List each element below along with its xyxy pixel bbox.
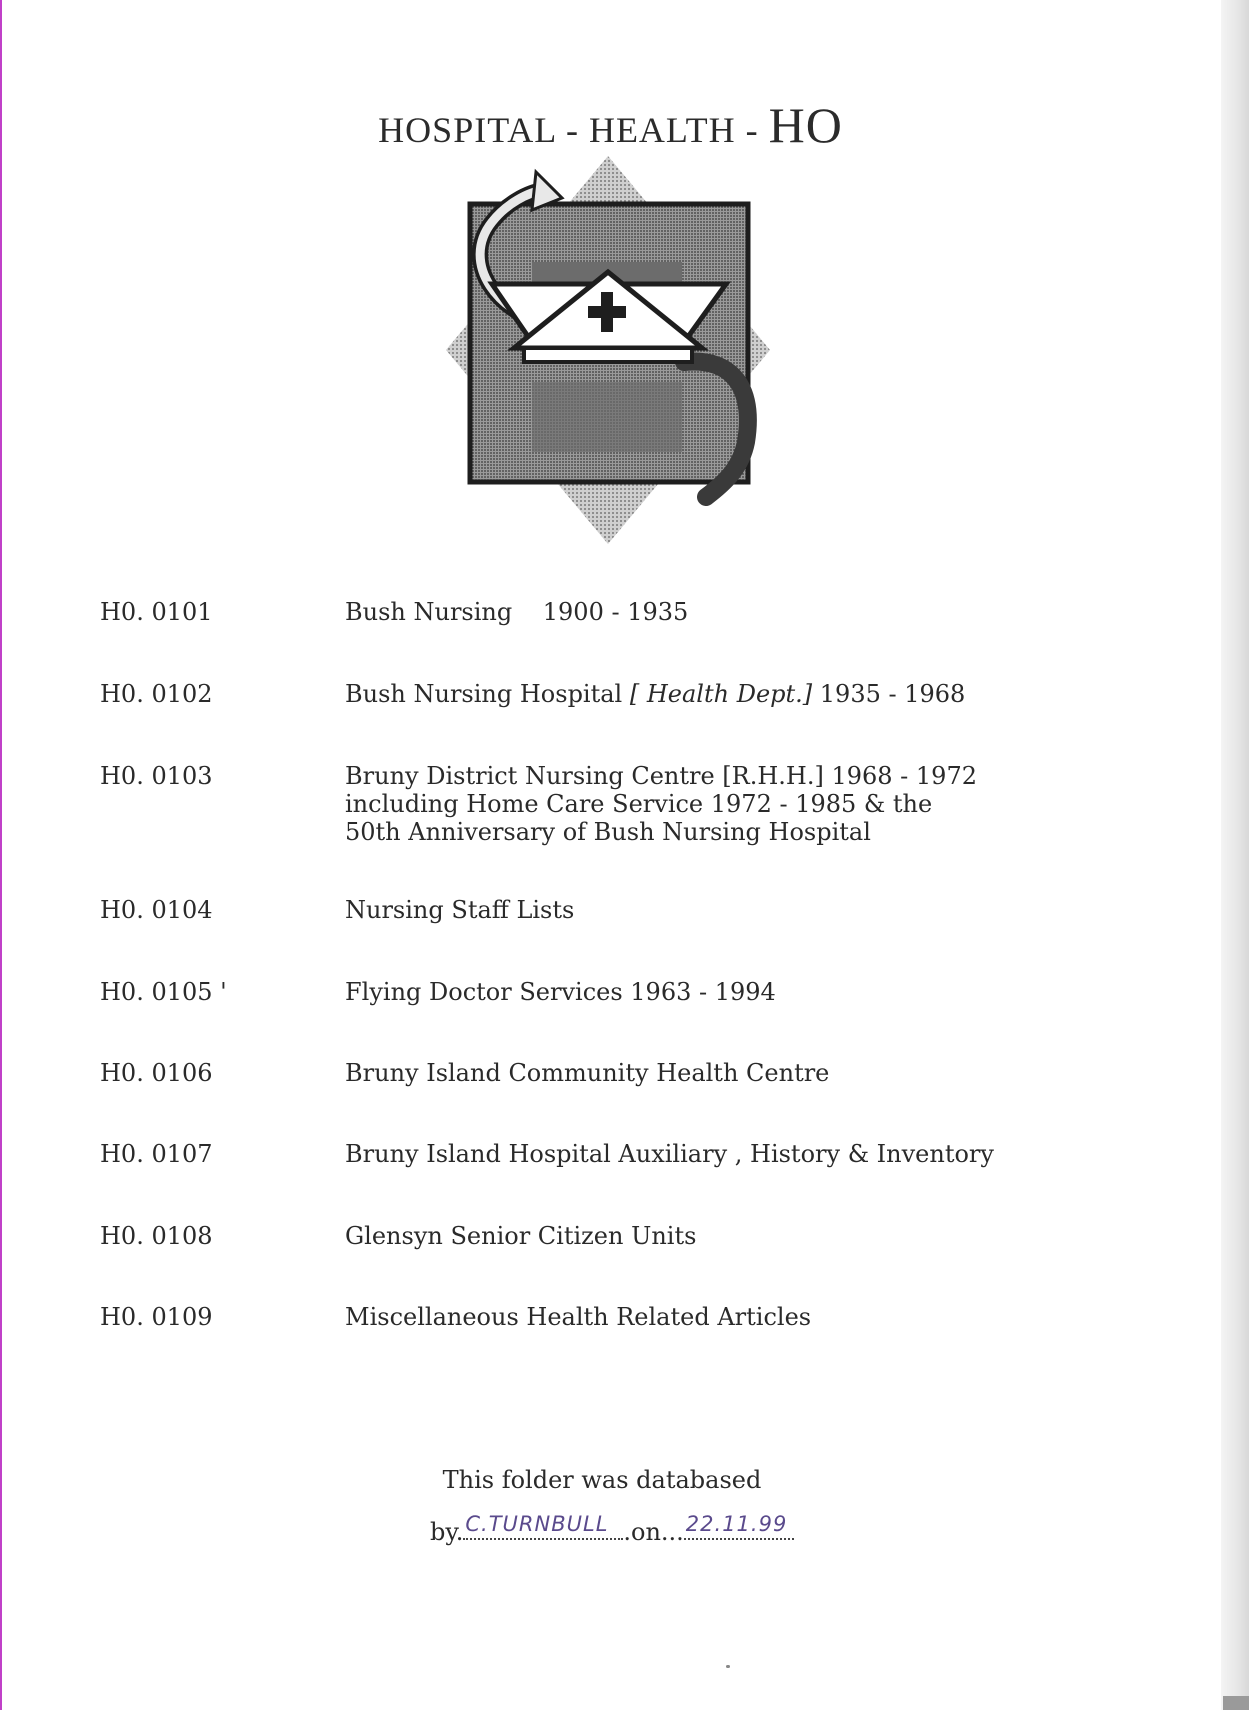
entry-desc-line: 50th Anniversary of Bush Nursing Hospital [345, 818, 871, 846]
footer-signoff [430, 1512, 794, 1546]
footer-statement: This folder was databased [442, 1466, 762, 1494]
on-field [684, 1512, 794, 1540]
entry-code: H0. 0108 [100, 1222, 213, 1250]
nursing-cap-cross-icon [436, 152, 776, 552]
title-code: HO [768, 97, 843, 153]
entry-code: H0. 0102 [100, 680, 213, 708]
entry-desc-b: 1935 - 1968 [812, 680, 966, 708]
page-corner-shadow [1223, 1696, 1249, 1710]
entry-code: H0. 0106 [100, 1059, 213, 1087]
page-right-edge [1221, 0, 1249, 1710]
entry-desc [345, 762, 1105, 846]
on-handwriting: 22.11.99 [685, 1512, 788, 1536]
entry-desc [345, 680, 1105, 708]
entry-code: H0. 0104 [100, 896, 213, 924]
entry-desc: Nursing Staff Lists [345, 896, 575, 924]
entry-code: H0. 0107 [100, 1140, 213, 1168]
by-field [463, 1512, 623, 1540]
entry-desc: Bruny Island Hospital Auxiliary , History & Inventory [345, 1140, 994, 1168]
entry-code: H0. 0103 [100, 762, 213, 790]
logo-cross-h [588, 306, 626, 318]
by-label: by. [430, 1518, 464, 1546]
entry-desc-italic: [ Health Dept.] [629, 680, 813, 708]
entry-desc: Flying Doctor Services 1963 - 1994 [345, 978, 776, 1006]
title-main: HOSPITAL - HEALTH - [378, 110, 769, 150]
entry-desc: Glensyn Senior Citizen Units [345, 1222, 697, 1250]
entry-desc-a: Bush Nursing Hospital [345, 680, 630, 708]
entry-desc-line: Bruny District Nursing Centre [R.H.H.] 1968 - 1972 [345, 762, 977, 790]
scan-speck [726, 1665, 730, 1668]
entry-code: H0. 0109 [100, 1303, 213, 1331]
by-handwriting: C.TURNBULL [465, 1512, 609, 1536]
entry-desc: Bruny Island Community Health Centre [345, 1059, 830, 1087]
entry-desc: Bush Nursing 1900 - 1935 [345, 598, 689, 626]
entry-desc: Miscellaneous Health Related Articles [345, 1303, 812, 1331]
page-left-edge [0, 0, 2, 1710]
entry-code: H0. 0105 ' [100, 978, 227, 1006]
page-title [0, 96, 1221, 154]
on-label: .on... [623, 1518, 684, 1546]
entry-code: H0. 0101 [100, 598, 213, 626]
entry-desc-line: including Home Care Service 1972 - 1985 & the [345, 790, 933, 818]
